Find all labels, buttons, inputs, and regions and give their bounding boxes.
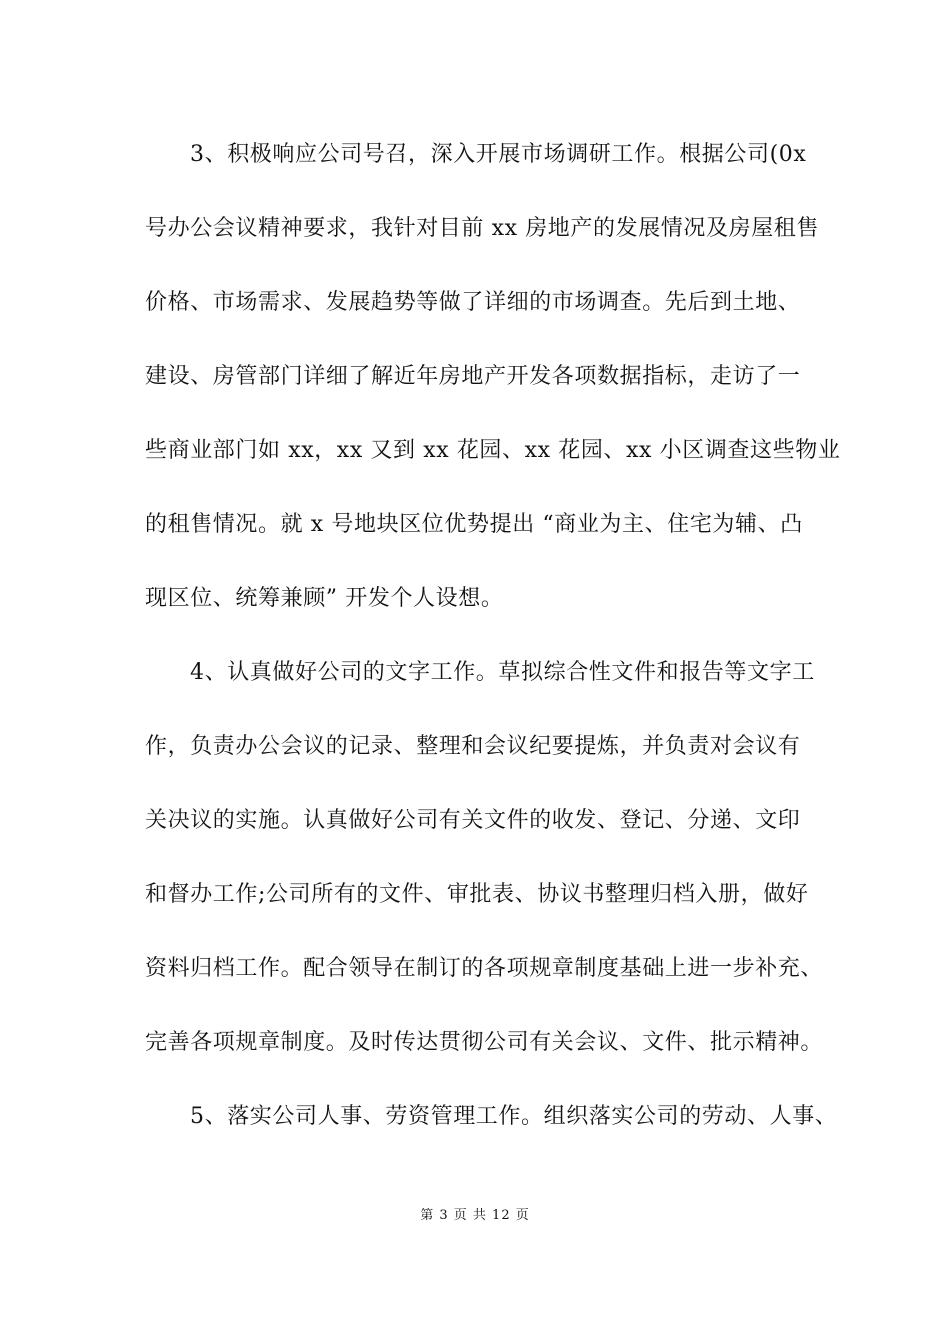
paragraph-3-line-2: 号办公会议精神要求，我针对目前 xx 房地产的发展情况及房屋租售	[145, 216, 820, 241]
paragraph-4-line-2: 作，负责办公会议的记录、整理和会议纪要提炼，并负责对会议有	[145, 734, 801, 759]
paragraph-3-line-6: 的租售情况。就 x 号地块区位优势提出 “商业为主、住宅为辅、凸	[145, 512, 803, 537]
paragraph-3-line-7: 现区位、统筹兼顾” 开发个人设想。	[145, 586, 504, 611]
page-number-footer: 第 3 页 共 12 页	[420, 1208, 530, 1223]
paragraph-3-line-5: 些商业部门如 xx，xx 又到 xx 花园、xx 花园、xx 小区调查这些物业	[145, 438, 841, 463]
paragraph-3-line-3: 价格、市场需求、发展趋势等做了详细的市场调查。先后到土地、	[145, 290, 801, 315]
paragraph-4-line-3: 关决议的实施。认真做好公司有关文件的收发、登记、分递、文印	[145, 808, 801, 833]
paragraph-4-line-4: 和督办工作;公司所有的文件、审批表、协议书整理归档入册，做好	[145, 882, 809, 907]
paragraph-4-line-1: 4、认真做好公司的文字工作。草拟综合性文件和报告等文字工	[190, 660, 815, 685]
paragraph-4-line-5: 资料归档工作。配合领导在制订的各项规章制度基础上进一步补充、	[145, 956, 824, 981]
paragraph-3-line-1: 3、积极响应公司号召，深入开展市场调研工作。根据公司(0x	[190, 142, 807, 167]
paragraph-3-line-4: 建设、房管部门详细了解近年房地产开发各项数据指标，走访了一	[145, 364, 801, 389]
paragraph-4-line-6: 完善各项规章制度。及时传达贯彻公司有关会议、文件、批示精神。	[145, 1030, 824, 1055]
paragraph-5-line-1: 5、落实公司人事、劳资管理工作。组织落实公司的劳动、人事、	[190, 1104, 838, 1129]
